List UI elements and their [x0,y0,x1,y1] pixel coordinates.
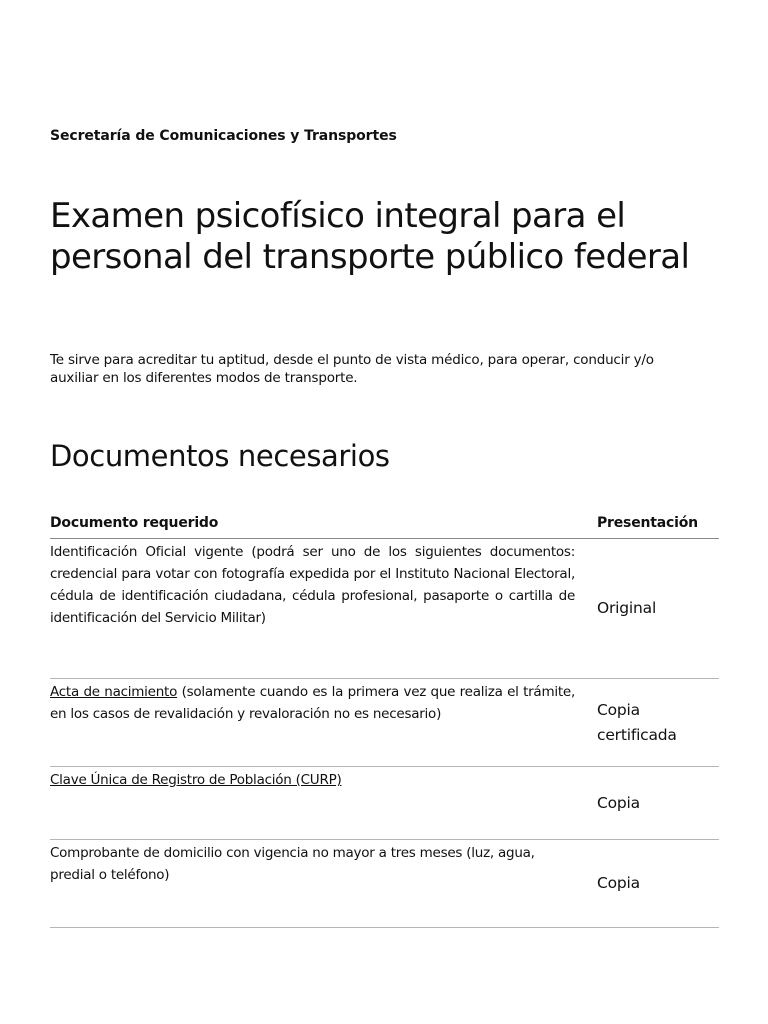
table-row [50,767,719,840]
document-cell [50,767,575,839]
column-header-presentation: Presentación [597,514,698,531]
table-row [50,840,719,928]
documents-table [50,507,719,928]
curp-link[interactable]: Clave Única de Registro de Población (CURP) [50,772,342,788]
table-row [50,679,719,767]
document-cell [50,840,575,927]
presentation-cell: Copia [597,874,640,892]
document-description: Identificación Oficial vigente (podrá ser uno de los siguientes documentos: credencial para votar con fotografía expedida por el Instituto Nacional Electoral, cédula de identificación ciudadana, cédula profesional, pasaporte o cartilla de identificación del Servicio Militar) [50,544,575,626]
presentation-cell: Copia [597,793,640,812]
document-cell [50,539,575,678]
document-description: (solamente cuando es la primera vez que realiza el trámite, en los casos de revalidación y revaloración no es necesario) [50,684,576,722]
document-cell [50,679,575,766]
birth-certificate-link[interactable]: Acta de nacimiento [50,684,178,700]
page-title: Examen psicofísico integral para el personal del transporte público federal [50,196,690,277]
intro-paragraph: Te sirve para acreditar tu aptitud, desde el punto de vista médico, para operar, conducir y/o auxiliar en los diferentes modos de transporte. [50,352,654,386]
agency-name: Secretaría de Comunicaciones y Transportes [50,128,397,144]
presentation-cell: Copia certificada [597,700,677,744]
presentation-cell: Original [597,599,657,617]
column-header-document: Documento requerido [50,514,219,531]
document-description: Comprobante de domicilio con vigencia no mayor a tres meses (luz, agua, predial o teléfono) [50,845,535,883]
table-row [50,539,719,679]
section-title-documents: Documentos necesarios [50,439,390,473]
table-header [50,507,719,539]
